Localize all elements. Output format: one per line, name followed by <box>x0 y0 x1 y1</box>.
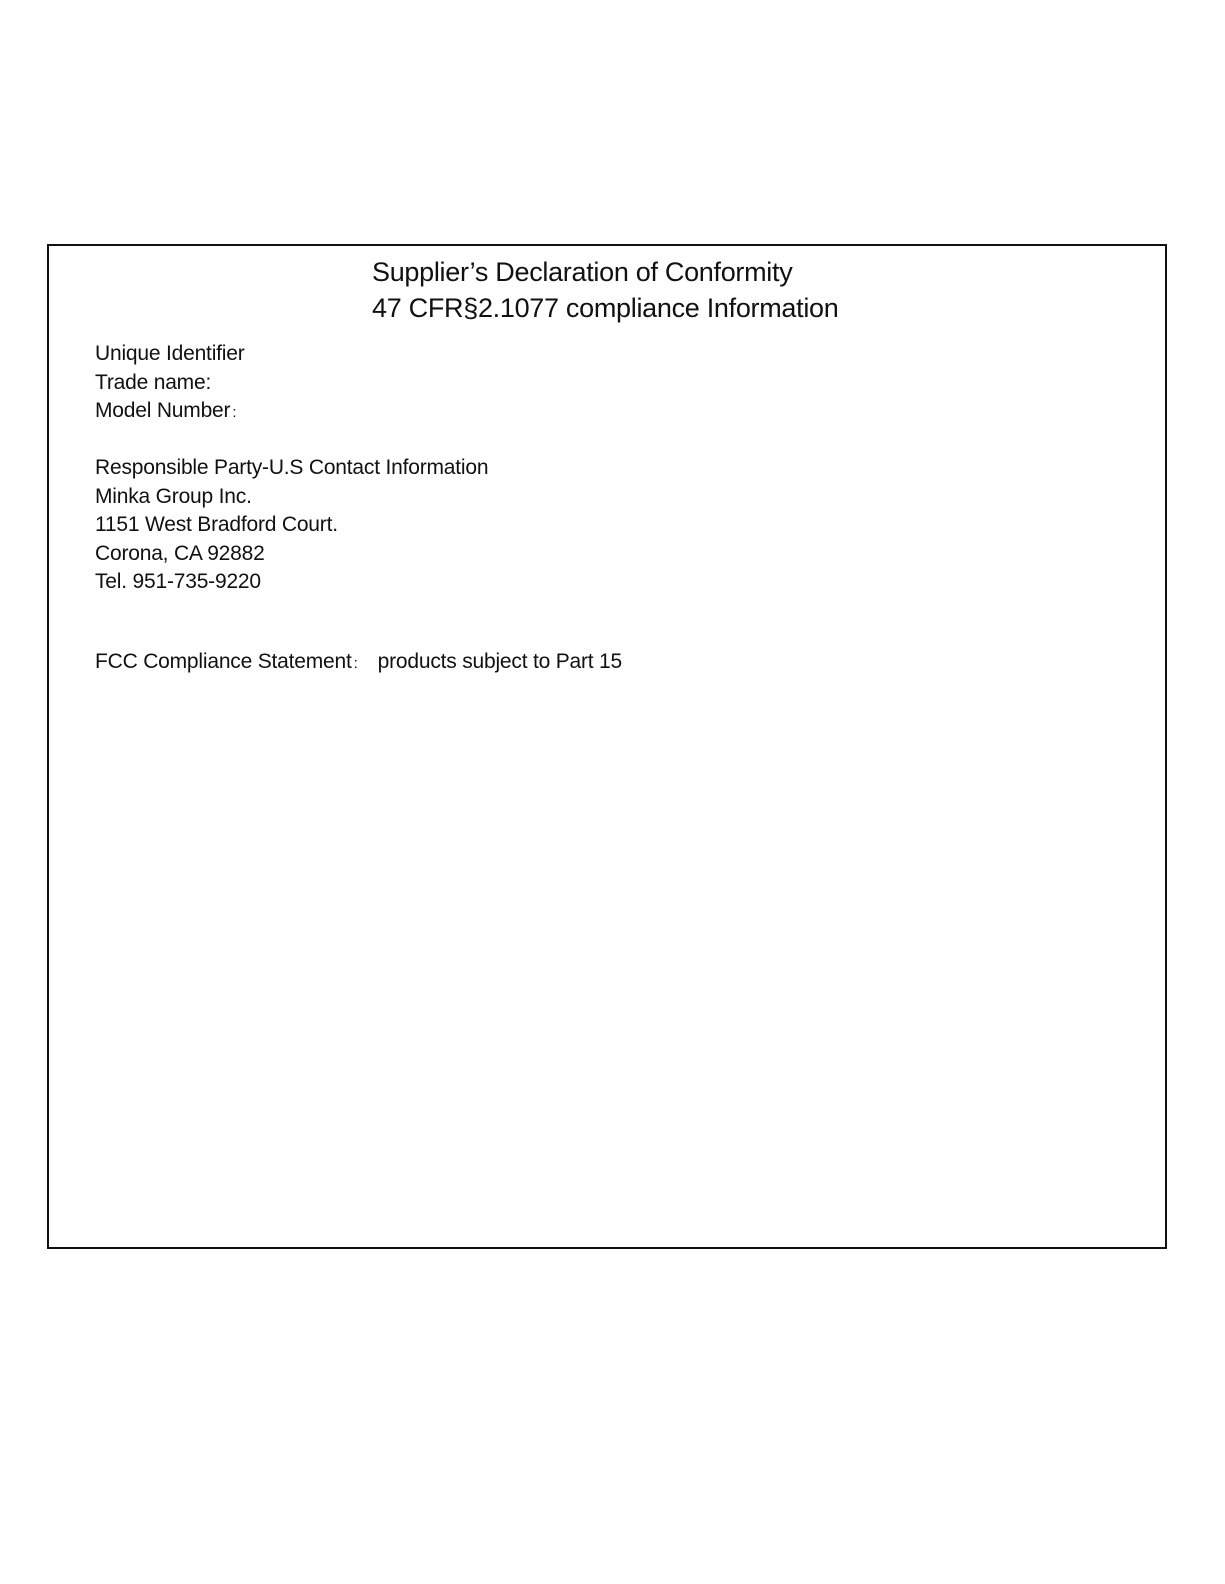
model-number-row <box>95 397 245 428</box>
model-number-separator: : <box>232 404 237 421</box>
fcc-statement-label: FCC Compliance Statement <box>95 650 352 673</box>
unique-identifier-label: Unique Identifier <box>95 342 245 365</box>
model-number-label: Model Number <box>95 399 231 422</box>
responsible-party-heading: Responsible Party-U.S Contact Information <box>95 456 489 479</box>
document-title <box>372 254 838 326</box>
phone-number: Tel. 951-735-9220 <box>95 570 261 593</box>
trade-name-label: Trade name: <box>95 370 212 394</box>
responsible-party-section <box>95 454 488 597</box>
fcc-statement-value: products subject to Part 15 <box>377 650 623 673</box>
identifier-section <box>95 340 245 428</box>
title-line-2: 47 CFR§2.1077 compliance Information <box>372 293 839 323</box>
street-address: 1151 West Bradford Court. <box>95 513 338 536</box>
fcc-statement-separator: : <box>353 655 358 672</box>
fcc-statement <box>95 648 622 679</box>
city-state-zip: Corona, CA 92882 <box>95 541 265 565</box>
title-line-1: Supplier’s Declaration of Conformity <box>372 257 793 287</box>
declaration-frame <box>47 244 1167 1249</box>
company-name: Minka Group Inc. <box>95 484 252 508</box>
